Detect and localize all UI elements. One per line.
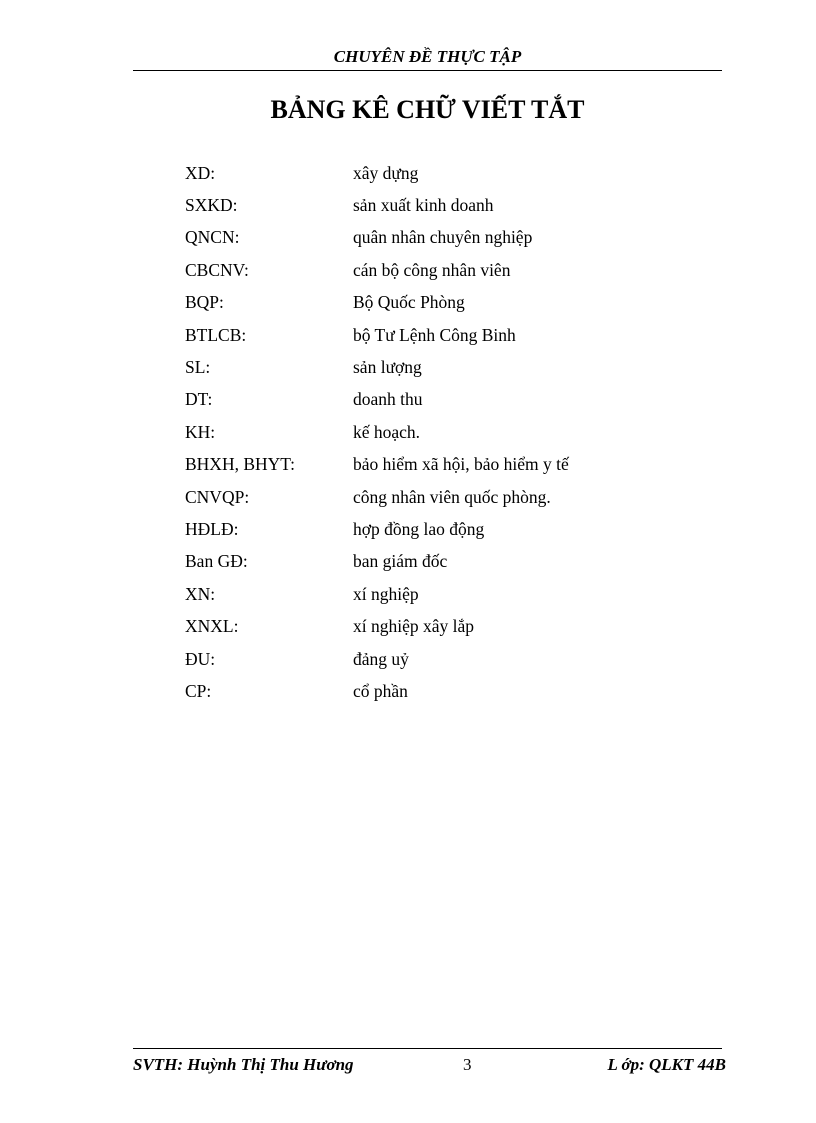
abbreviation-term: ĐU: (185, 648, 216, 669)
abbreviation-definition: đảng uỷ (353, 648, 409, 669)
abbreviation-definition: quân nhân chuyên nghiệp (353, 227, 533, 248)
abbreviation-row (185, 254, 745, 286)
abbreviation-row (185, 351, 745, 383)
abbreviation-term: HĐLĐ: (185, 518, 239, 539)
abbreviation-term: CNVQP: (185, 486, 250, 507)
abbreviation-row (185, 189, 745, 221)
abbreviation-term: XD: (185, 162, 216, 183)
abbreviation-term: XN: (185, 583, 216, 604)
abbreviation-definition: công nhân viên quốc phòng. (353, 486, 551, 507)
abbreviation-term: SL: (185, 357, 211, 378)
abbreviation-definition: xí nghiệp (353, 583, 419, 604)
footer-class: L ớp: QLKT 44B (607, 1055, 726, 1074)
abbreviation-term: KH: (185, 421, 216, 442)
abbreviation-definition: kế hoạch. (353, 421, 421, 442)
abbreviation-definition: xây dựng (353, 162, 419, 183)
header-divider (133, 70, 722, 71)
abbreviation-definition: cán bộ công nhân viên (353, 259, 511, 280)
abbreviation-row (185, 384, 745, 416)
abbreviation-row (185, 319, 745, 351)
abbreviation-definition: Bộ Quốc Phòng (353, 292, 465, 313)
abbreviation-definition: bộ Tư Lệnh Công Binh (353, 324, 516, 345)
abbreviation-list (185, 157, 745, 708)
abbreviation-row (185, 675, 745, 707)
abbreviation-term: BHXH, BHYT: (185, 454, 295, 475)
abbreviation-row (185, 449, 745, 481)
page-number: 3 (463, 1055, 472, 1074)
abbreviation-row (185, 481, 745, 513)
abbreviation-row (185, 416, 745, 448)
abbreviation-row (185, 222, 745, 254)
abbreviation-definition: xí nghiệp xây lắp (353, 616, 475, 637)
abbreviation-term: CP: (185, 680, 212, 701)
running-header: CHUYÊN ĐỀ THỰC TẬP (333, 47, 522, 66)
abbreviation-term: QNCN: (185, 227, 240, 248)
abbreviation-row (185, 643, 745, 675)
abbreviation-definition: cổ phần (353, 680, 408, 701)
abbreviation-row (185, 287, 745, 319)
abbreviation-term: Ban GĐ: (185, 551, 248, 572)
abbreviation-term: XNXL: (185, 616, 239, 637)
page-footer (133, 1054, 726, 1076)
abbreviation-row (185, 610, 745, 642)
abbreviation-row (185, 157, 745, 189)
abbreviation-term: BTLCB: (185, 324, 247, 345)
abbreviation-definition: bảo hiểm xã hội, bảo hiểm y tế (353, 454, 569, 475)
abbreviation-definition: doanh thu (353, 389, 423, 410)
page-title: BẢNG KÊ CHỮ VIẾT TẮT (270, 95, 585, 124)
abbreviation-definition: hợp đồng lao động (353, 518, 485, 539)
abbreviation-term: CBCNV: (185, 259, 249, 280)
abbreviation-definition: ban giám đốc (353, 551, 448, 572)
footer-divider (133, 1048, 722, 1049)
footer-student-name: SVTH: Huỳnh Thị Thu Hương (133, 1055, 354, 1074)
abbreviation-definition: sản lượng (353, 357, 422, 378)
abbreviation-row (185, 578, 745, 610)
abbreviation-definition: sản xuất kinh doanh (353, 195, 494, 216)
abbreviation-term: DT: (185, 389, 213, 410)
abbreviation-term: BQP: (185, 292, 224, 313)
abbreviation-term: SXKD: (185, 195, 238, 216)
abbreviation-row (185, 546, 745, 578)
abbreviation-row (185, 513, 745, 545)
